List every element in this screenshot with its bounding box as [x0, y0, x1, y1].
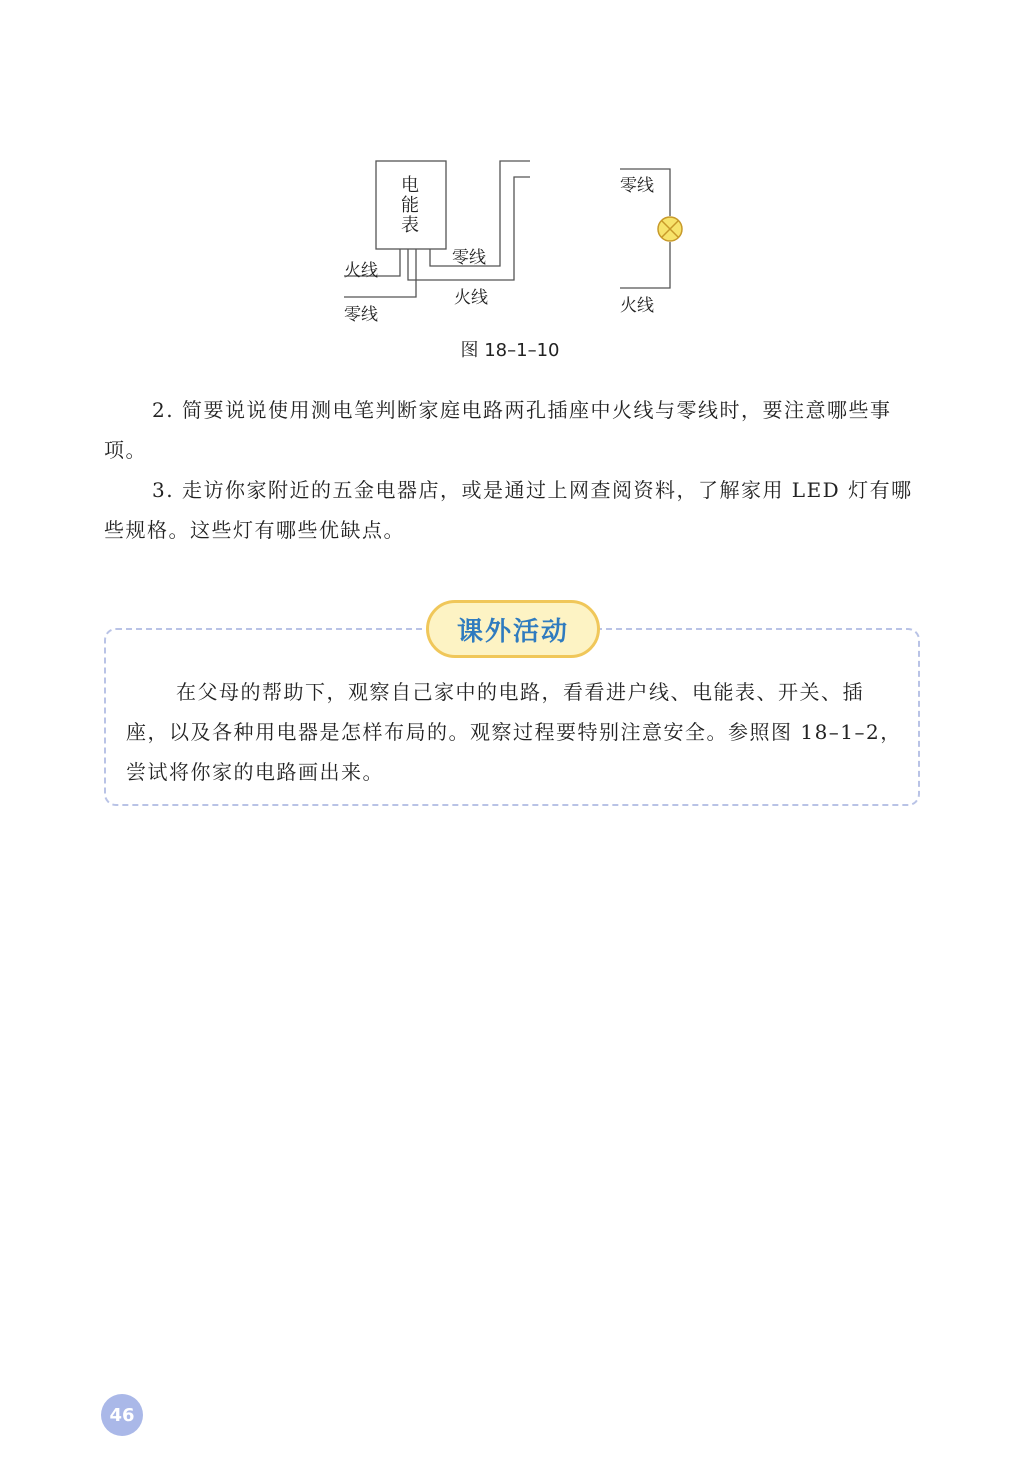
activity-text: 在父母的帮助下，观察自己家中的电路，看看进户线、电能表、开关、插座，以及各种用电器是怎样布局的。观察过程要特别注意安全。参照图 18–1–2，尝试将你家的电路画出来。 [126, 680, 902, 784]
figure-caption: 图 18–1–10 [460, 340, 560, 361]
live-wire-out-label: 火线 [454, 288, 488, 308]
question-3: 3. 走访你家附近的五金电器店，或是通过上网查阅资料，了解家用 LED 灯有哪些规格。这些灯有哪些优缺点。 [104, 478, 913, 542]
right-live-label: 火线 [620, 296, 654, 316]
lamp-icon [658, 217, 682, 241]
activity-title: 课外活动 [426, 600, 600, 658]
neutral-wire-out-label: 零线 [452, 248, 486, 268]
right-live-wire [620, 242, 670, 288]
right-neutral-label: 零线 [620, 176, 654, 196]
energy-meter-label: 电能表 [401, 175, 419, 236]
question-2: 2. 简要说说使用测电笔判断家庭电路两孔插座中火线与零线时，要注意哪些事项。 [104, 398, 892, 462]
neutral-wire-in-label: 零线 [344, 305, 378, 325]
circuit-figure [330, 150, 690, 370]
page-number-badge: 46 [101, 1394, 143, 1436]
live-wire-in-label: 火线 [344, 261, 378, 281]
